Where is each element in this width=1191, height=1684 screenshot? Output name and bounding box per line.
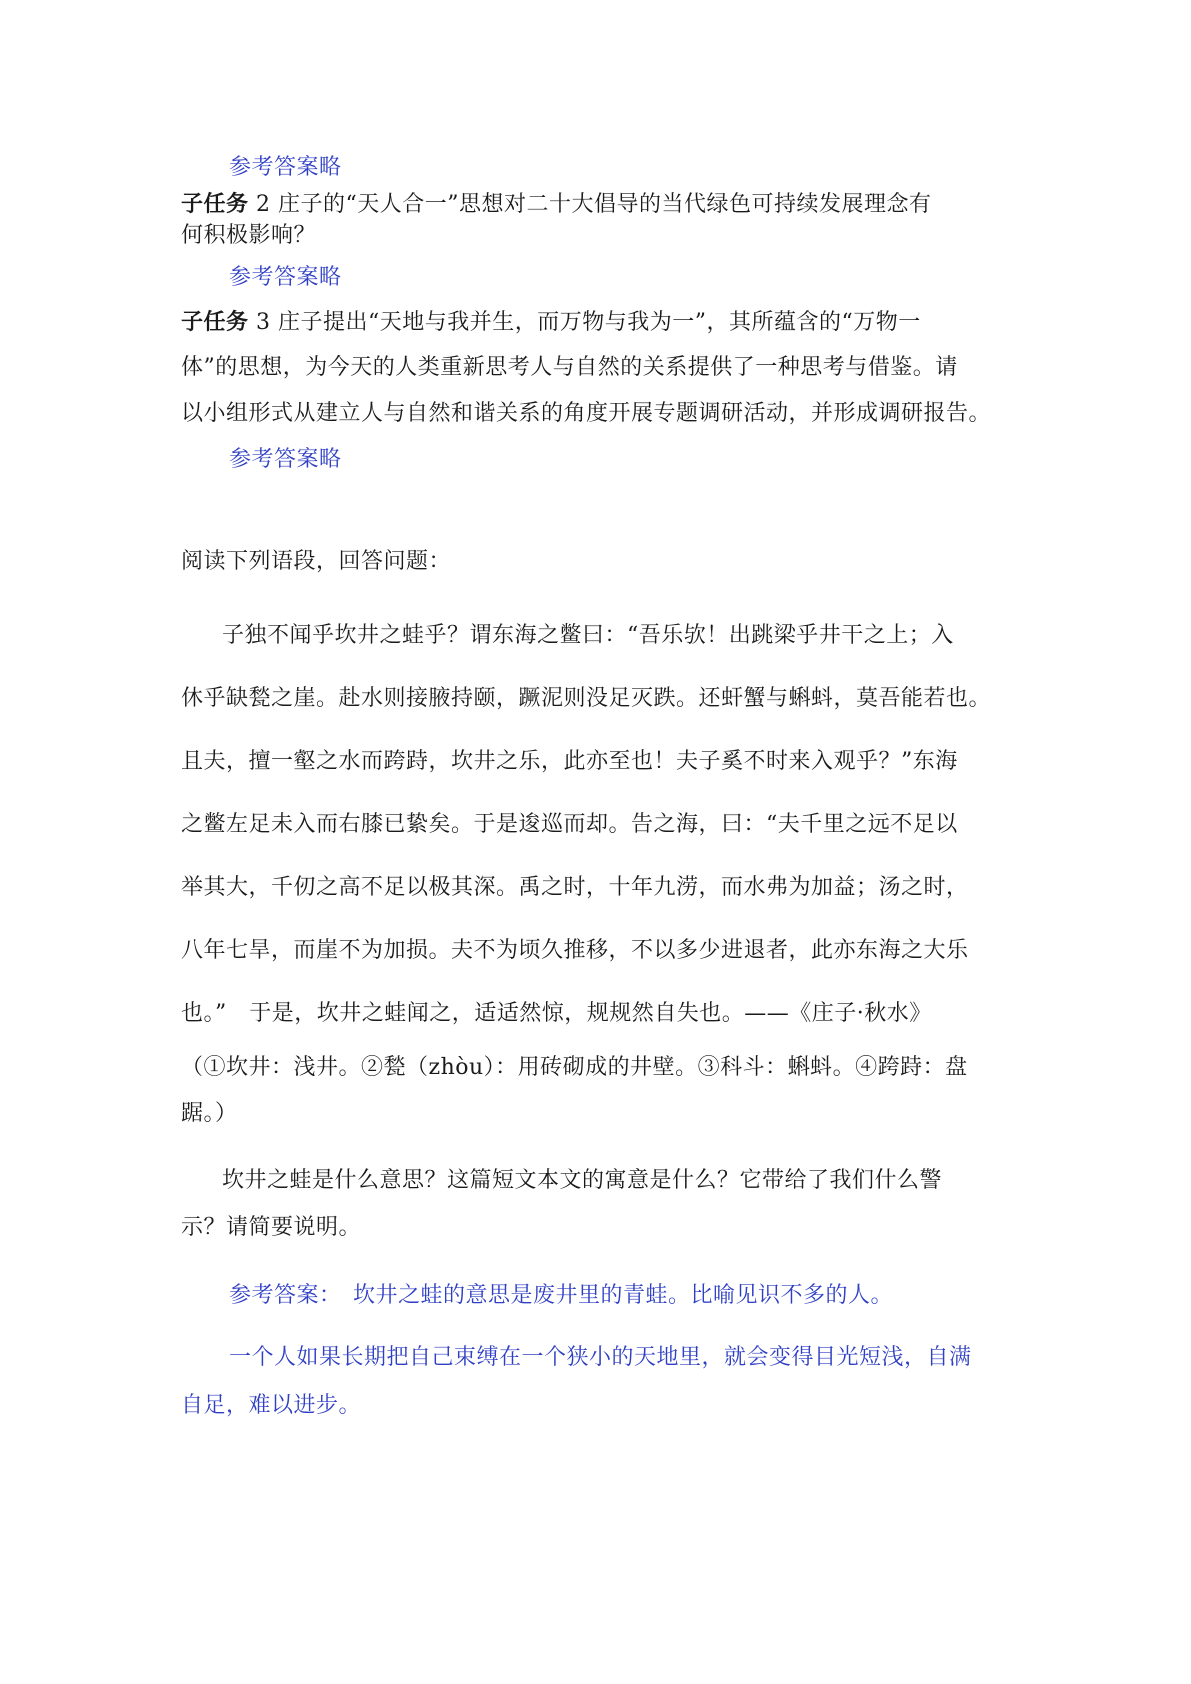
- subtask-2-text-1: 2 庄子的“天人合一”思想对二十大倡导的当代绿色可持续发展理念有: [248, 192, 932, 217]
- subtask-3-line-1: [181, 306, 1021, 339]
- subtask-3-line-2: 体”的思想，为今天的人类重新思考人与自然的关系提供了一种思考与借鉴。请: [181, 355, 958, 380]
- answer-para2-line-2: 自足，难以进步。: [181, 1393, 362, 1418]
- passage-line-1: 子独不闻乎坎井之蛙乎？谓东海之鳖曰：“吾乐欤！出跳梁乎井干之上；入: [222, 623, 954, 648]
- subtask-2-label: 子任务: [181, 191, 249, 217]
- question-line-2: 示？请简要说明。: [181, 1215, 362, 1240]
- subtask-3-line-3: 以小组形式从建立人与自然和谐关系的角度开展专题调研活动，并形成调研报告。: [181, 401, 992, 426]
- question-line-1: 坎井之蛙是什么意思？这篇短文本文的寓意是什么？它带给了我们什么警: [222, 1168, 943, 1193]
- reference-answer-2: 参考答案略: [229, 265, 342, 290]
- reading-intro: 阅读下列语段，回答问题：: [181, 549, 452, 574]
- passage-line-4: 之鳖左足未入而右膝已絷矣。于是逡巡而却。告之海，曰：“夫千里之远不足以: [181, 812, 958, 837]
- notes-line-1: （①坎井：浅井。②甃（zhòu）：用砖砌成的井壁。③科斗：蝌蚪。④跨跱：盘: [181, 1055, 968, 1080]
- subtask-2-line-1: [181, 188, 1021, 221]
- subtask-3-text-1: 3 庄子提出“天地与我并生，而万物与我为一”，其所蕴含的“万物一: [248, 310, 921, 335]
- subtask-2-line-2: 何积极影响？: [181, 223, 317, 248]
- notes-line-2: 踞。）: [181, 1101, 238, 1126]
- answer-para2-line-1: 一个人如果长期把自己束缚在一个狭小的天地里，就会变得目光短浅，自满: [229, 1345, 972, 1370]
- passage-line-6: 八年七旱，而崖不为加损。夫不为顷久推移，不以多少进退者，此亦东海之大乐: [181, 938, 969, 963]
- answer-label: 参考答案：: [229, 1283, 331, 1308]
- passage-line-3: 且夫，擅一壑之水而跨跱，坎井之乐，此亦至也！夫子奚不时来入观乎？”东海: [181, 749, 958, 774]
- reference-answer-1: 参考答案略: [229, 155, 342, 180]
- passage-line-2: 休乎缺甃之崖。赴水则接腋持颐，蹶泥则没足灭跌。还虷蟹与蝌蚪，莫吾能若也。: [181, 686, 992, 711]
- passage-line-5: 举其大，千仞之高不足以极其深。禹之时，十年九涝，而水弗为加益；汤之时，: [181, 875, 969, 900]
- answer-line-1: [229, 1280, 1069, 1312]
- reference-answer-3: 参考答案略: [229, 447, 342, 472]
- answer-text-1: 坎井之蛙的意思是废井里的青蛙。比喻见识不多的人。: [353, 1283, 894, 1308]
- subtask-3-label: 子任务: [181, 309, 249, 335]
- passage-line-7: 也。” 于是，坎井之蛙闻之，适适然惊，规规然自失也。——《庄子·秋水》: [181, 1001, 932, 1026]
